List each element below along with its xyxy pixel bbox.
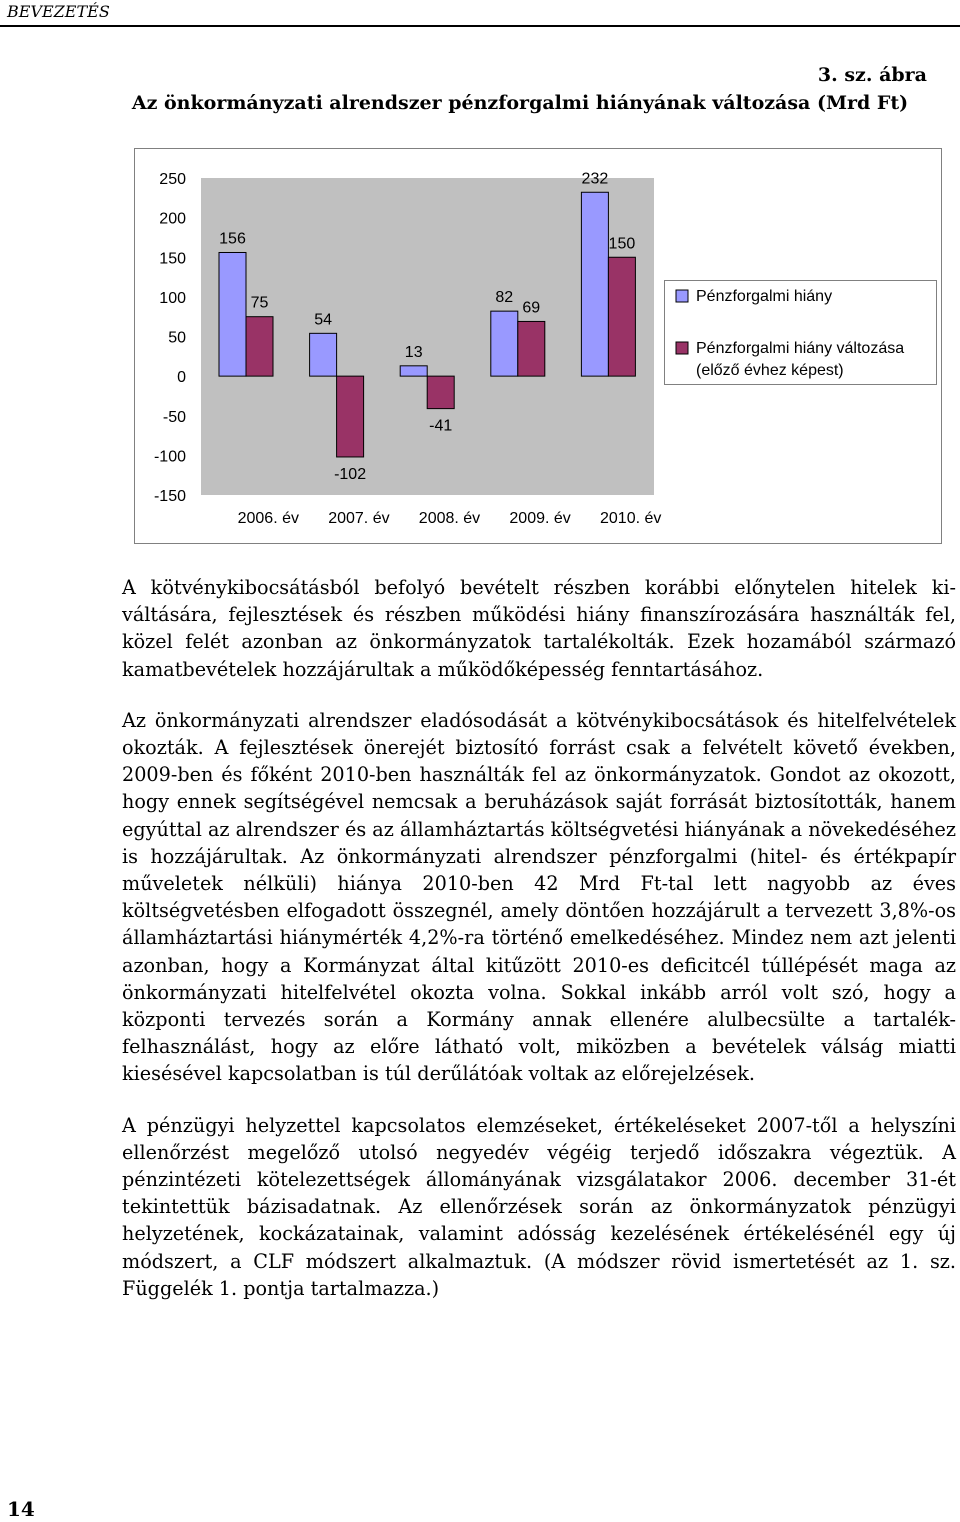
data-label: 13 <box>404 343 423 361</box>
paragraph-2: Az önkormányzati alrendszer eladósodását a kötvénykibocsátások és hitelfelvételek okozták. A fejlesztések önerejét biztosító forrást csak a felvételt követő években, 2009-ben és főként 2010-ben használták fel az önkormányzatok. Gondot az okozott, hogy ennek segítségével nemcsak a beruházások saját forrását biztosították, hanem egyúttal az alrendszer és az államháztartás költségvetési hiányának a növekedéséhez is hozzájárultak. Az önkormányzati alrendszer pénzforgalmi (hitel- és értékpapír műveletek nélküli) hiánya 2010-ben 42 Mrd Ft-tal lett nagyobb az éves költségvetésben elfogadott összegnél, amely döntően hozzájárult a tervezett 3,8%-os államháztartási hiánymérték 4,2%-ra történő emelkedéséhez. Mindez nem azt jelenti azonban, hogy a Kormányzat által kitűzött 2010-es deficitcél túllépését maga az önkormányzati hitelfelvétel okozta volna. Sokkal inkább arról volt szó, hogy a központi tervezés során a Kormány annak ellenére alulbecsülte a tartalék-felhasználást, hogy az előre látható volt, miközben a bevételek válság miatti kiesésével kapcsolatban is túl derűlátóak voltak az előrejelzések. <box>122 708 956 1086</box>
bar-chart <box>134 148 942 544</box>
body-text <box>122 574 956 1326</box>
bar-valtozas <box>608 257 635 376</box>
bar-hiany <box>219 252 246 376</box>
y-tick-label: 0 <box>177 369 186 387</box>
chart-container <box>134 148 942 544</box>
x-tick-label: 2006. év <box>237 510 299 527</box>
legend-swatch <box>676 342 688 354</box>
y-tick-label: -150 <box>153 488 186 505</box>
header-rule <box>0 25 960 27</box>
y-tick-label: 100 <box>159 289 186 307</box>
bar-hiany <box>310 333 337 376</box>
paragraph-1: A kötvénykibocsátásból befolyó bevételt részben korábbi előnytelen hitelek kiváltására, fejlesztések és részben működési hiány finanszírozására használták fel, közel felét azonban az önkormányzatok tartalékolták. Ezek hozamából származó kamatbevételek hozzájárultak a működőképesség fenntartásához. <box>122 576 956 681</box>
data-label: 232 <box>581 170 609 188</box>
bar-valtozas <box>337 376 364 457</box>
x-tick-label: 2008. év <box>418 510 481 527</box>
paragraph-3: A pénzügyi helyzettel kapcsolatos elemzéseket, értékeléseket 2007-től a helyszíni ellenőrzést megelőző utolsó negyedév végéig terjedő időszakra végeztük. A pénzintézeti kötelezettségek állományának vizsgálatakor 2006. december 31-ét tekintettük bázisadatnak. Az ellenőrzések során az önkormányzatok pénzügyi helyzetének, kockázatainak, valamint adósság kezelésének értékelésénél egy új módszert, a CLF módszert alkalmaztuk. (A módszer rövid ismertetését az 1. sz. Függelék 1. pontja tartalmazza.) <box>122 1113 956 1300</box>
x-tick-label: 2010. év <box>600 510 662 527</box>
data-label: 54 <box>314 311 332 329</box>
y-tick-label: 200 <box>159 210 186 228</box>
bar-valtozas <box>427 376 454 408</box>
bar-hiany <box>581 192 608 376</box>
x-tick-label: 2007. év <box>328 510 390 527</box>
legend-swatch <box>676 290 688 302</box>
x-tick-label: 2009. év <box>509 510 571 527</box>
legend-label: Pénzforgalmi hiány változása <box>696 340 905 357</box>
bar-valtozas <box>246 317 273 376</box>
y-tick-label: -50 <box>162 408 186 426</box>
data-label: 82 <box>495 289 514 307</box>
y-tick-label: -100 <box>153 448 186 466</box>
y-tick-label: 50 <box>168 329 186 347</box>
figure-number: 3. sz. ábra <box>817 64 927 86</box>
data-label: 75 <box>250 294 269 312</box>
legend-label: Pénzforgalmi hiány <box>696 288 833 305</box>
page-number: 14 <box>7 1497 35 1521</box>
y-tick-label: 150 <box>159 250 186 268</box>
figure-title: Az önkormányzati alrendszer pénzforgalmi hiányának változása (Mrd Ft) <box>131 92 909 114</box>
bar-hiany <box>491 311 518 376</box>
data-label: 156 <box>219 230 246 248</box>
data-label: -102 <box>334 465 367 483</box>
data-label: 150 <box>608 235 636 253</box>
legend-label: (előző évhez képest) <box>696 362 844 379</box>
running-header: BEVEZETÉS <box>7 2 110 21</box>
bar-valtozas <box>518 321 545 376</box>
y-tick-label: 250 <box>159 171 186 188</box>
data-label: 69 <box>522 299 541 317</box>
data-label: -41 <box>429 417 453 435</box>
bar-hiany <box>400 366 427 376</box>
